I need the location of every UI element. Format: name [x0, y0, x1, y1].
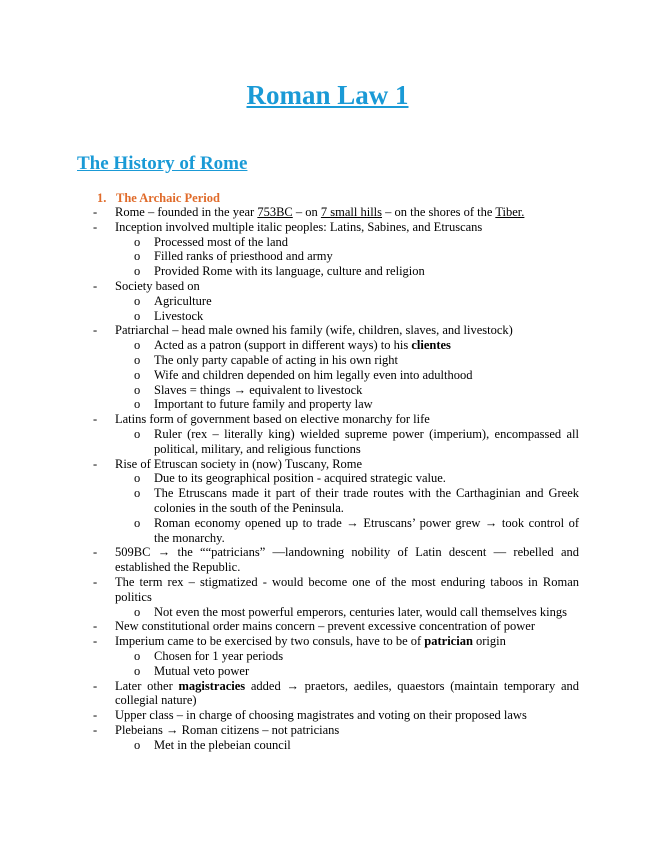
item-text: Latins form of government based on elective monarchy for life	[115, 412, 430, 427]
dash-marker: -	[93, 205, 98, 219]
item-text: Upper class – in charge of choosing magistrates and voting on their proposed laws	[115, 708, 527, 723]
dash-marker: -	[93, 219, 98, 234]
item-text: Livestock	[154, 308, 204, 323]
item-text: Inception involved multiple italic peoples: Latins, Sabines, and Etruscans	[115, 219, 483, 234]
item-text: 509BC → the ““patricians” —landowning nobility of Latin descent — rebelled and established the Republic.	[115, 545, 579, 575]
sub-bullet-item	[93, 649, 579, 664]
bullet-item	[93, 679, 579, 709]
circle-marker: o	[134, 338, 141, 353]
circle-marker: o	[134, 293, 141, 308]
circle-marker: o	[134, 663, 141, 678]
bullet-item	[93, 619, 579, 634]
dash-marker: -	[93, 412, 98, 427]
circle-marker: o	[134, 367, 141, 382]
item-text: magistracies	[178, 678, 246, 693]
sub-bullet-item	[93, 383, 579, 398]
sub-bullet-item	[93, 738, 579, 753]
sub-bullet-item	[93, 605, 579, 620]
bullet-item	[93, 323, 579, 338]
item-text: Chosen for 1 year periods	[154, 648, 284, 663]
item-text: Provided Rome with its language, culture and religion	[154, 264, 425, 279]
dash-marker: -	[93, 722, 98, 737]
item-text: Society based on	[115, 278, 200, 293]
sub-bullet-item	[93, 309, 579, 324]
item-text: Processed most of the land	[154, 234, 289, 249]
item-text: clientes	[411, 338, 451, 353]
item-text: Roman economy opened up to trade → Etruscans’ power grew → took control of the monarchy.	[154, 515, 579, 545]
circle-marker: o	[134, 486, 141, 501]
item-text: Slaves = things → equivalent to livestock	[154, 382, 363, 397]
item-text: – on	[292, 205, 321, 219]
item-text: Acted as a patron (support in different ways) to his	[154, 338, 412, 353]
item-text: patrician	[424, 634, 473, 649]
subsection-heading	[97, 191, 220, 206]
item-text: Not even the most powerful emperors, centuries later, would call themselves kings	[154, 604, 567, 619]
item-text: Imperium came to be exercised by two consuls, have to be of	[115, 634, 425, 649]
item-text: Due to its geographical position - acquired strategic value.	[154, 471, 446, 486]
dash-marker: -	[93, 708, 98, 723]
sub-bullet-item	[93, 353, 579, 368]
sub-bullet-item	[93, 338, 579, 353]
bullet-item	[93, 279, 579, 294]
circle-marker: o	[134, 426, 141, 441]
sub-bullet-item	[93, 664, 579, 679]
bullet-item	[93, 634, 579, 649]
item-text: Patriarchal – head male owned his family (wife, children, slaves, and livestock)	[115, 323, 513, 338]
sub-bullet-item	[93, 235, 579, 250]
item-text: Agriculture	[154, 293, 212, 308]
circle-marker: o	[134, 264, 141, 279]
bullet-item	[93, 412, 579, 427]
circle-marker: o	[134, 737, 141, 752]
item-text: Rise of Etruscan society in (now) Tuscany, Rome	[115, 456, 363, 471]
circle-marker: o	[134, 234, 141, 249]
item-text: 753BC	[257, 205, 293, 219]
dash-marker: -	[93, 574, 98, 589]
bullet-item	[93, 220, 579, 235]
item-text: The only party capable of acting in his own right	[154, 352, 399, 367]
bullet-item	[93, 545, 579, 575]
sub-bullet-item	[93, 471, 579, 486]
circle-marker: o	[134, 382, 141, 397]
item-text: added → praetors, aediles, quaestors (maintain temporary and collegial nature)	[115, 678, 579, 708]
item-text: 7 small hills	[320, 205, 383, 219]
item-text: The Etruscans made it part of their trade routes with the Carthaginian and Greek colonies in the south of the Peninsula.	[154, 486, 579, 515]
circle-marker: o	[134, 604, 141, 619]
bullet-item	[93, 708, 579, 723]
item-text: – on the shores of the	[382, 205, 496, 219]
item-text: Met in the plebeian council	[154, 737, 291, 752]
bullet-item	[93, 457, 579, 472]
circle-marker: o	[134, 648, 141, 663]
dash-marker: -	[93, 278, 98, 293]
bullet-item	[93, 575, 579, 605]
bullet-item	[93, 205, 579, 220]
item-text: Filled ranks of priesthood and army	[154, 249, 333, 264]
sub-bullet-item	[93, 516, 579, 546]
notes-list	[93, 205, 579, 752]
item-text: Ruler (rex – literally king) wielded supreme power (imperium), encompassed all political, military, and religious functions	[154, 426, 579, 456]
dash-marker: -	[93, 323, 98, 338]
item-text: Mutual veto power	[154, 663, 250, 678]
bullet-item	[93, 723, 579, 738]
item-text: Rome – founded in the year	[115, 205, 258, 219]
item-text: origin	[472, 634, 506, 649]
circle-marker: o	[134, 515, 141, 530]
dash-marker: -	[93, 634, 98, 649]
document-title: Roman Law 1	[246, 80, 409, 110]
circle-marker: o	[134, 352, 141, 367]
circle-marker: o	[134, 397, 141, 412]
item-text: New constitutional order mains concern – prevent excessive concentration of power	[115, 619, 535, 634]
sub-bullet-item	[93, 249, 579, 264]
dash-marker: -	[93, 545, 98, 560]
sub-bullet-item	[93, 264, 579, 279]
section-heading: The History of Rome	[77, 153, 248, 174]
sub-bullet-item	[93, 397, 579, 412]
dash-marker: -	[93, 456, 98, 471]
subsection-label: The Archaic Period	[116, 191, 220, 205]
item-text: The term rex – stigmatized - would become one of the most enduring taboos in Roman politics	[115, 574, 579, 604]
sub-bullet-item	[93, 427, 579, 457]
sub-bullet-item	[93, 486, 579, 516]
item-text: Wife and children depended on him legally even into adulthood	[154, 367, 473, 382]
dash-marker: -	[93, 678, 98, 693]
item-text: Tiber.	[495, 205, 525, 219]
item-text: Later other	[115, 678, 179, 693]
item-text: Plebeians → Roman citizens – not patricians	[115, 722, 340, 737]
sub-bullet-item	[93, 294, 579, 309]
circle-marker: o	[134, 249, 141, 264]
sub-bullet-item	[93, 368, 579, 383]
circle-marker: o	[134, 471, 141, 486]
circle-marker: o	[134, 308, 141, 323]
dash-marker: -	[93, 619, 98, 634]
item-text: Important to future family and property law	[154, 397, 373, 412]
subsection-number: 1.	[97, 191, 107, 205]
